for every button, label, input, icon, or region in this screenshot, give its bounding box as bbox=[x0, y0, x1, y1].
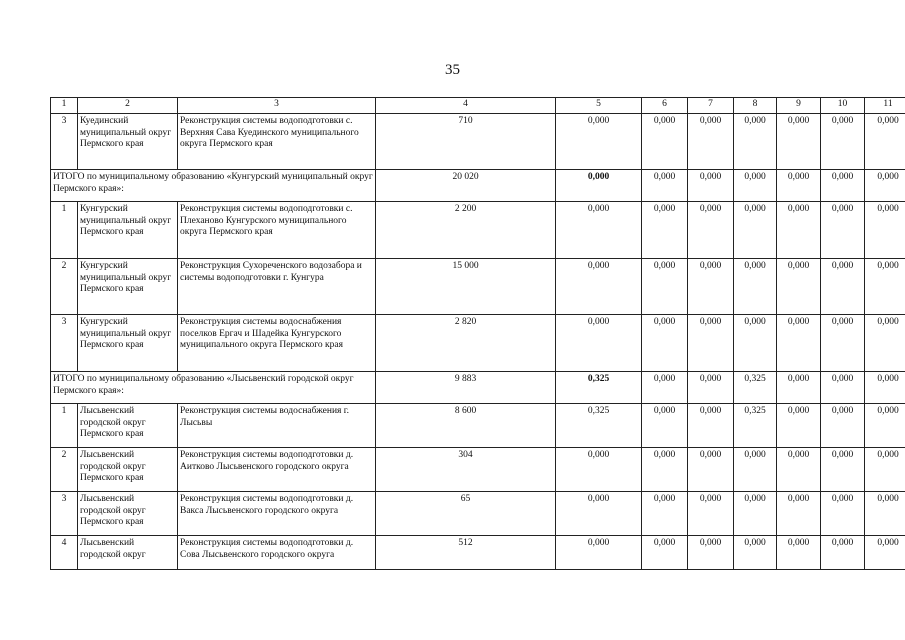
value-cell: 0,000 bbox=[821, 492, 865, 536]
value-cell: 0,000 bbox=[865, 492, 905, 536]
value-cell: 0,000 bbox=[734, 170, 777, 202]
value-cell: 0,000 bbox=[821, 170, 865, 202]
value-cell: 0,000 bbox=[821, 259, 865, 315]
municipality-cell: Лысьвенский городской округ Пермского края bbox=[78, 448, 178, 492]
value-cell: 0,000 bbox=[821, 315, 865, 372]
value-cell: 0,000 bbox=[556, 259, 642, 315]
municipality-cell: Лысьвенский городской округ Пермского края bbox=[78, 404, 178, 448]
column-number-cell: 11 bbox=[865, 98, 905, 114]
value-cell: 0,000 bbox=[777, 404, 821, 448]
column-number-row bbox=[51, 98, 905, 114]
municipality-cell: Кунгурский муниципальный округ Пермского края bbox=[78, 315, 178, 372]
value-cell: 0,000 bbox=[821, 404, 865, 448]
value-cell: 0,000 bbox=[642, 536, 688, 570]
value-cell: 0,000 bbox=[688, 372, 734, 404]
table-row bbox=[51, 404, 905, 448]
description-cell: Реконструкция системы водоподготовки с. Плеханово Кунгурского муниципального округа Пермского края bbox=[178, 202, 376, 259]
value-cell: 0,000 bbox=[734, 536, 777, 570]
value-cell: 512 bbox=[376, 536, 556, 570]
value-cell: 2 820 bbox=[376, 315, 556, 372]
value-cell: 0,000 bbox=[734, 114, 777, 170]
value-cell: 0,000 bbox=[821, 202, 865, 259]
value-cell: 0,000 bbox=[688, 114, 734, 170]
value-cell: 304 bbox=[376, 448, 556, 492]
column-number-cell: 6 bbox=[642, 98, 688, 114]
value-cell: 0,000 bbox=[777, 170, 821, 202]
table-row bbox=[51, 448, 905, 492]
value-cell: 0,000 bbox=[688, 170, 734, 202]
value-cell: 0,325 bbox=[734, 404, 777, 448]
value-cell: 0,000 bbox=[865, 536, 905, 570]
municipality-cell: Лысьвенский городской округ bbox=[78, 536, 178, 570]
value-cell: 0,000 bbox=[688, 315, 734, 372]
column-number-cell: 10 bbox=[821, 98, 865, 114]
value-cell: 0,000 bbox=[642, 448, 688, 492]
description-cell: Реконструкция системы водоснабжения г. Лысьвы bbox=[178, 404, 376, 448]
total-row bbox=[51, 372, 905, 404]
municipality-cell: Лысьвенский городской округ Пермского края bbox=[78, 492, 178, 536]
value-cell: 0,325 bbox=[556, 404, 642, 448]
value-cell: 9 883 bbox=[376, 372, 556, 404]
value-cell: 0,000 bbox=[821, 536, 865, 570]
value-cell: 0,000 bbox=[642, 492, 688, 536]
value-cell: 0,000 bbox=[642, 404, 688, 448]
description-cell: Реконструкция системы водоподготовки с. Верхняя Сава Куединского муниципального округа Пермского края bbox=[178, 114, 376, 170]
value-cell: 20 020 bbox=[376, 170, 556, 202]
value-cell: 710 bbox=[376, 114, 556, 170]
value-cell: 0,000 bbox=[865, 114, 905, 170]
value-cell: 0,325 bbox=[556, 372, 642, 404]
value-cell: 0,000 bbox=[688, 448, 734, 492]
row-number-cell: 2 bbox=[51, 448, 78, 492]
value-cell: 0,000 bbox=[556, 492, 642, 536]
row-number-cell: 3 bbox=[51, 114, 78, 170]
table-row bbox=[51, 315, 905, 372]
column-number-cell: 9 bbox=[777, 98, 821, 114]
value-cell: 0,000 bbox=[777, 114, 821, 170]
value-cell: 0,000 bbox=[777, 448, 821, 492]
column-number-cell: 4 bbox=[376, 98, 556, 114]
table-row bbox=[51, 114, 905, 170]
value-cell: 15 000 bbox=[376, 259, 556, 315]
value-cell: 0,000 bbox=[642, 315, 688, 372]
column-number-cell: 3 bbox=[178, 98, 376, 114]
value-cell: 0,000 bbox=[688, 202, 734, 259]
value-cell: 0,000 bbox=[777, 372, 821, 404]
value-cell: 0,000 bbox=[821, 448, 865, 492]
value-cell: 0,000 bbox=[865, 170, 905, 202]
value-cell: 0,000 bbox=[642, 202, 688, 259]
municipality-cell: Куединский муниципальный округ Пермского края bbox=[78, 114, 178, 170]
value-cell: 0,000 bbox=[556, 170, 642, 202]
value-cell: 0,000 bbox=[777, 259, 821, 315]
value-cell: 0,000 bbox=[688, 536, 734, 570]
value-cell: 0,000 bbox=[642, 114, 688, 170]
description-cell: Реконструкция системы водоподготовки д. Вакса Лысьвенского городского округа bbox=[178, 492, 376, 536]
page-number: 35 bbox=[445, 62, 460, 78]
value-cell: 0,000 bbox=[865, 404, 905, 448]
value-cell: 0,000 bbox=[734, 259, 777, 315]
description-cell: Реконструкция системы водоподготовки д. Аитково Лысьвенского городского округа bbox=[178, 448, 376, 492]
row-number-cell: 3 bbox=[51, 492, 78, 536]
value-cell: 0,000 bbox=[642, 259, 688, 315]
table-row bbox=[51, 259, 905, 315]
value-cell: 0,000 bbox=[688, 404, 734, 448]
row-number-cell: 2 bbox=[51, 259, 78, 315]
value-cell: 0,000 bbox=[688, 259, 734, 315]
description-cell: Реконструкция Сухореченского водозабора и системы водоподготовки г. Кунгура bbox=[178, 259, 376, 315]
column-number-cell: 2 bbox=[78, 98, 178, 114]
value-cell: 0,000 bbox=[734, 202, 777, 259]
description-cell: Реконструкция системы водоснабжения поселков Ергач и Шадейка Кунгурского муниципального округа Пермского края bbox=[178, 315, 376, 372]
value-cell: 0,000 bbox=[865, 259, 905, 315]
value-cell: 0,000 bbox=[777, 536, 821, 570]
total-label-cell: ИТОГО по муниципальному образованию «Лысьвенский городской округ Пермского края»: bbox=[51, 372, 376, 404]
value-cell: 0,000 bbox=[734, 448, 777, 492]
row-number-cell: 4 bbox=[51, 536, 78, 570]
column-number-cell: 8 bbox=[734, 98, 777, 114]
value-cell: 0,325 bbox=[734, 372, 777, 404]
row-number-cell: 1 bbox=[51, 404, 78, 448]
value-cell: 0,000 bbox=[688, 492, 734, 536]
value-cell: 0,000 bbox=[865, 372, 905, 404]
column-number-cell: 1 bbox=[51, 98, 78, 114]
value-cell: 0,000 bbox=[642, 372, 688, 404]
table-row bbox=[51, 492, 905, 536]
value-cell: 0,000 bbox=[865, 448, 905, 492]
municipality-cell: Кунгурский муниципальный округ Пермского края bbox=[78, 259, 178, 315]
value-cell: 8 600 bbox=[376, 404, 556, 448]
value-cell: 0,000 bbox=[556, 536, 642, 570]
value-cell: 0,000 bbox=[734, 492, 777, 536]
column-number-cell: 7 bbox=[688, 98, 734, 114]
value-cell: 2 200 bbox=[376, 202, 556, 259]
total-row bbox=[51, 170, 905, 202]
value-cell: 0,000 bbox=[821, 114, 865, 170]
value-cell: 0,000 bbox=[556, 202, 642, 259]
row-number-cell: 1 bbox=[51, 202, 78, 259]
value-cell: 0,000 bbox=[777, 492, 821, 536]
value-cell: 65 bbox=[376, 492, 556, 536]
column-number-cell: 5 bbox=[556, 98, 642, 114]
value-cell: 0,000 bbox=[777, 202, 821, 259]
value-cell: 0,000 bbox=[556, 315, 642, 372]
municipality-cell: Кунгурский муниципальный округ Пермского края bbox=[78, 202, 178, 259]
value-cell: 0,000 bbox=[821, 372, 865, 404]
value-cell: 0,000 bbox=[556, 114, 642, 170]
value-cell: 0,000 bbox=[642, 170, 688, 202]
row-number-cell: 3 bbox=[51, 315, 78, 372]
funding-table bbox=[50, 97, 905, 570]
description-cell: Реконструкция системы водоподготовки д. Сова Лысьвенского городского округа bbox=[178, 536, 376, 570]
value-cell: 0,000 bbox=[865, 315, 905, 372]
value-cell: 0,000 bbox=[556, 448, 642, 492]
table-row bbox=[51, 536, 905, 570]
value-cell: 0,000 bbox=[777, 315, 821, 372]
table-row bbox=[51, 202, 905, 259]
table-body bbox=[51, 98, 905, 570]
value-cell: 0,000 bbox=[865, 202, 905, 259]
value-cell: 0,000 bbox=[734, 315, 777, 372]
total-label-cell: ИТОГО по муниципальному образованию «Кунгурский муниципальный округ Пермского края»: bbox=[51, 170, 376, 202]
